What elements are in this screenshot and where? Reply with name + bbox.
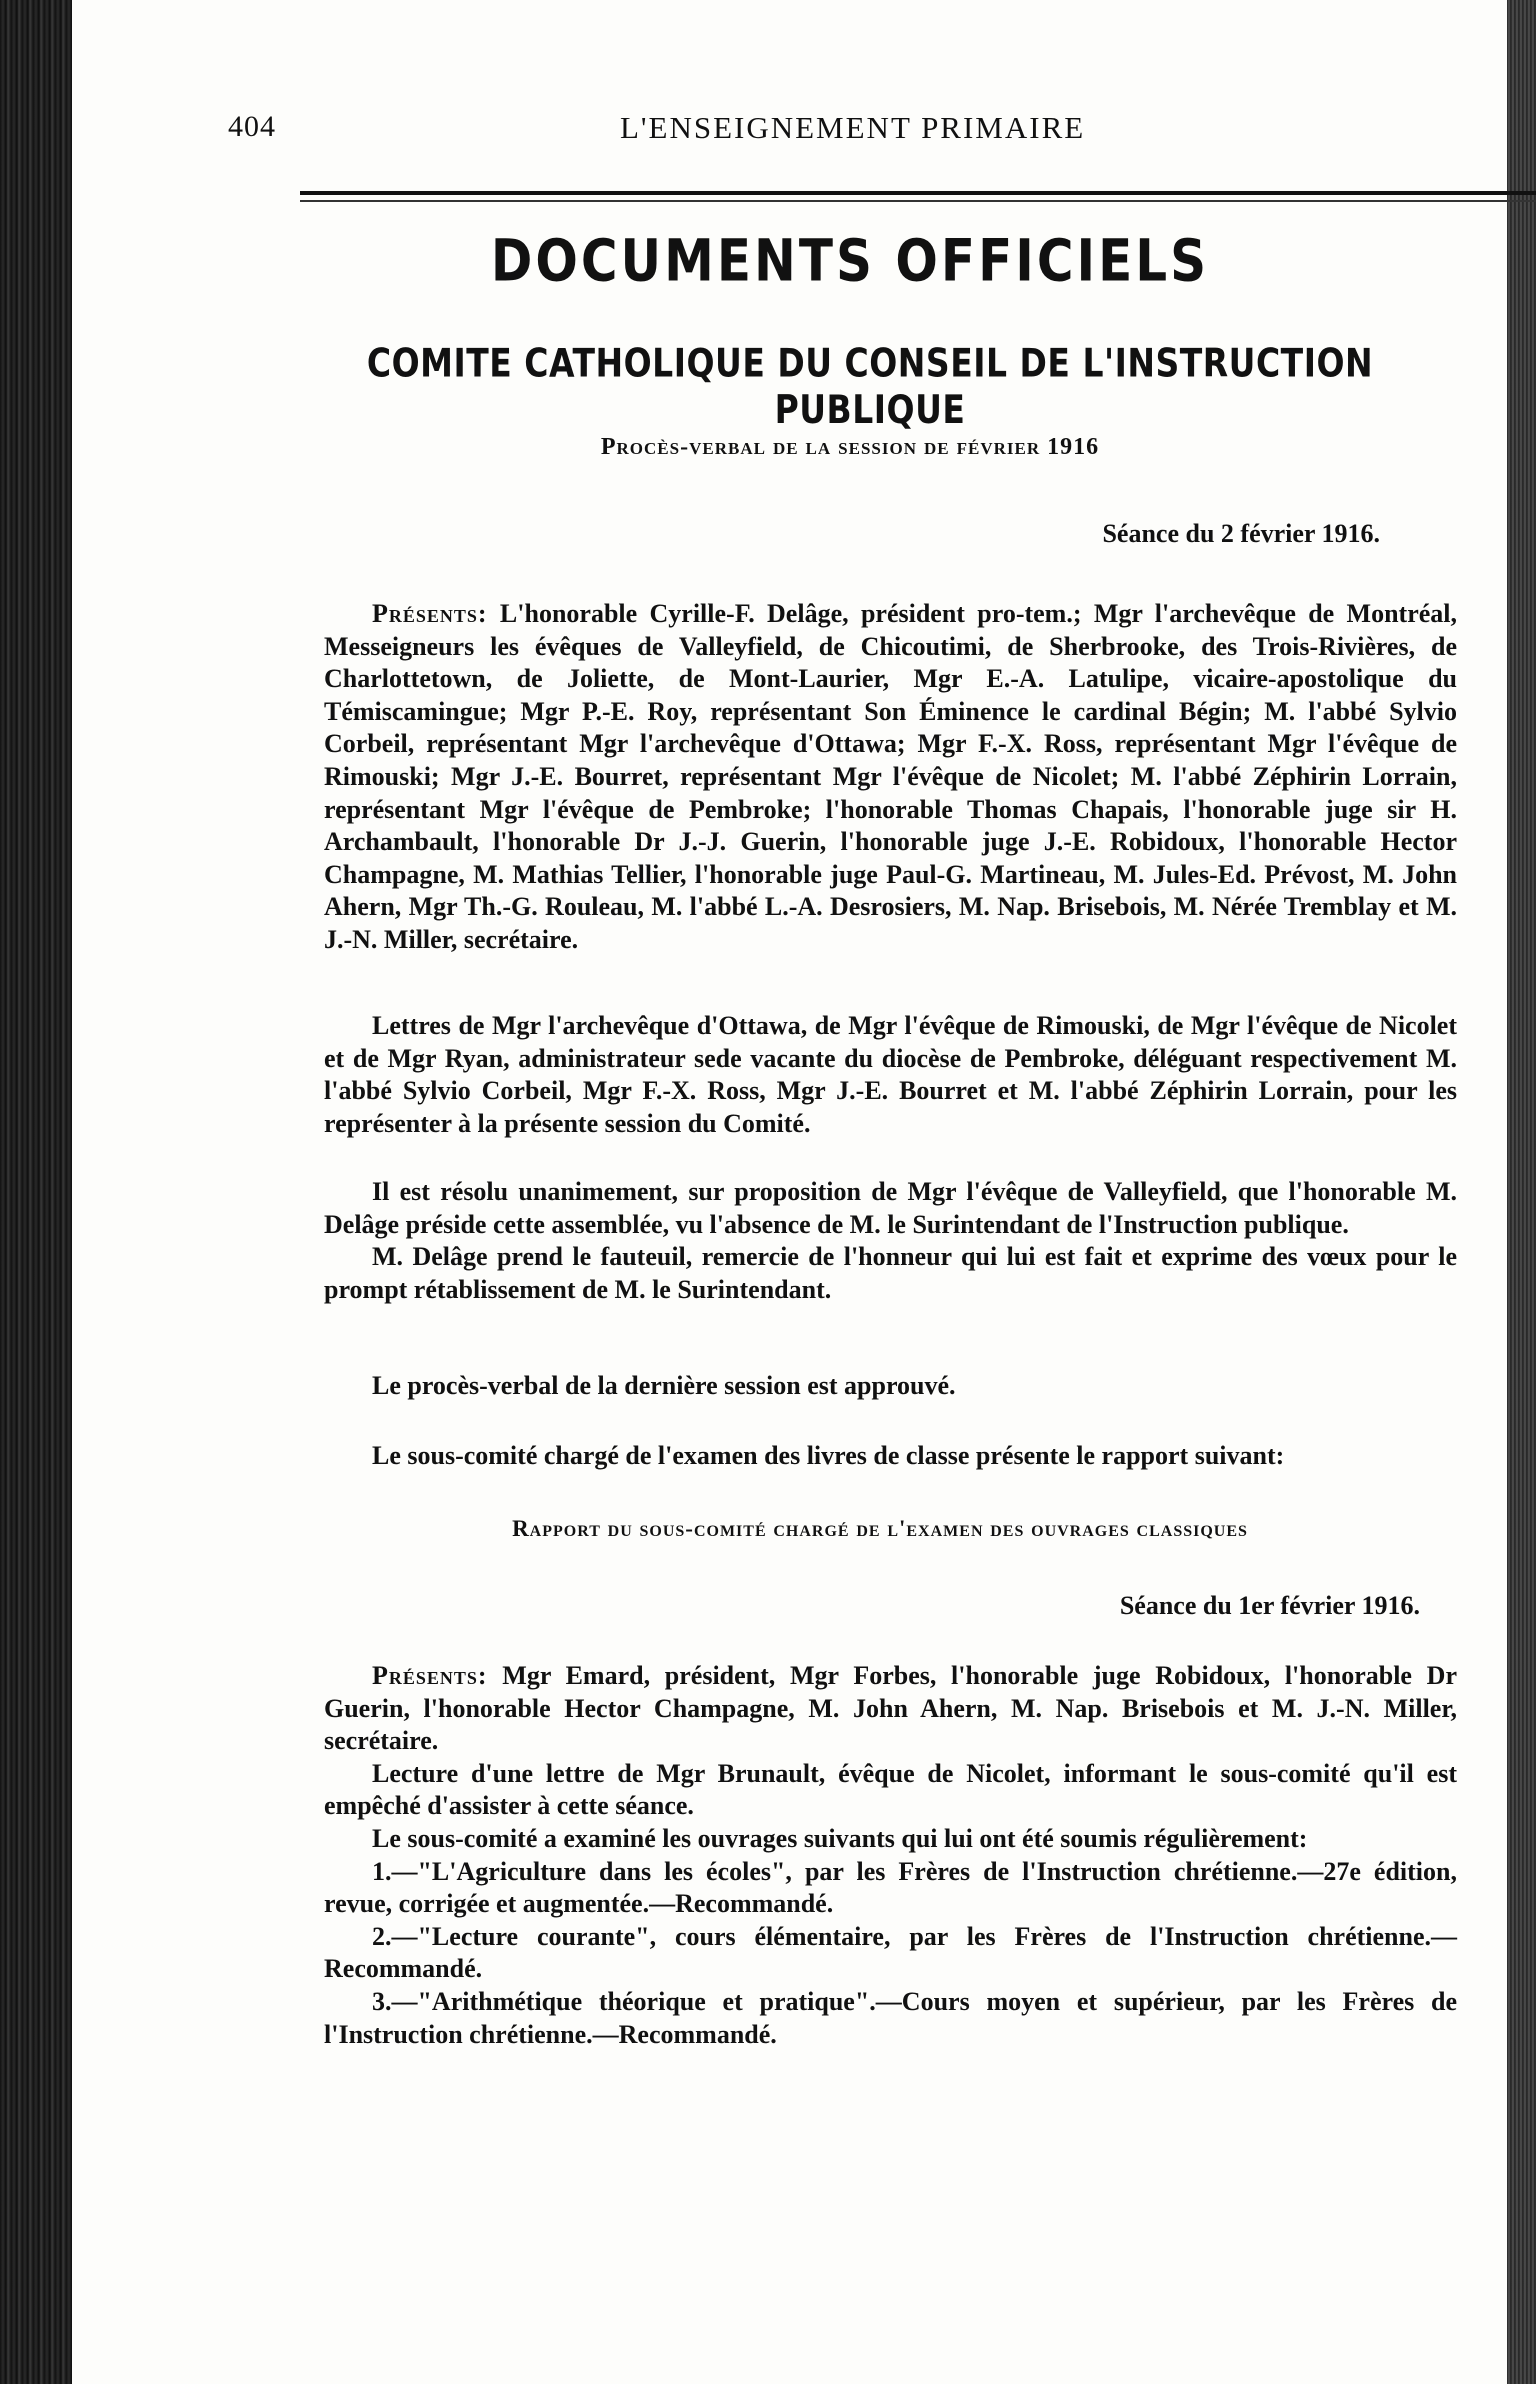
header-rule-thin <box>300 200 1536 202</box>
report-item-2: 2.—"Lecture courante", cours élémentaire, par les Frères de l'Instruction chrétienne.—Recommandé. <box>324 1921 1457 1984</box>
resolution-block <box>324 1176 1457 1306</box>
report-presents-list: Mgr Emard, président, Mgr Forbes, l'honorable juge Robidoux, l'honorable Dr Guerin, l'honorable Hector Champagne, M. John Ahern, M. Nap. Brisebois et M. J.-N. Miller, secrétaire. <box>324 1661 1457 1756</box>
resolution-paragraph: Il est résolu unanimement, sur proposition de Mgr l'évêque de Valleyfield, que l'honorable M. Delâge préside cette assemblée, vu l'absence de M. le Surintendant de l'Instruction publique. <box>324 1177 1457 1239</box>
report-body <box>324 1660 1457 2051</box>
page-edge <box>1507 0 1536 2384</box>
document-subtitle: COMITE CATHOLIQUE DU CONSEIL DE L'INSTRUCTION PUBLIQUE <box>366 339 1374 433</box>
report-item-1: 1.—"L'Agriculture dans les écoles", par les Frères de l'Instruction chrétienne.—27e édition, revue, corrigée et augmentée.—Recommandé. <box>324 1856 1457 1919</box>
presents-list: L'honorable Cyrille-F. Delâge, président pro-tem.; Mgr l'archevêque de Montréal, Messeigneurs les évêques de Valleyfield, de Chicoutimi, de Sherbrooke, des Trois-Rivières, de Charlottetown, de Joliette, de Mont-Laurier, Mgr E.-A. Latulipe, vicaire-apostolique du Témiscamingue; Mgr P.-E. Roy, représentant Son Éminence le cardinal Bégin; M. l'abbé Sylvio Corbeil, représentant Mgr l'archevêque d'Ottawa; Mgr F.-X. Ross, représentant Mgr l'évêque de Rimouski; Mgr J.-E. Bourret, représentant Mgr l'évêque de Nicolet; M. l'abbé Zéphirin Lorrain, représentant Mgr l'évêque de Pembroke; l'honorable Thomas Chapais, l'honorable juge sir H. Archambault, l'honorable Dr J.-J. Guerin, l'honorable juge J.-E. Robidoux, l'honorable Hector Champagne, M. Mathias Tellier, l'honorable juge Paul-G. Martineau, M. Jules-Ed. Prévost, M. John Ahern, Mgr Th.-G. Rouleau, M. l'abbé L.-A. Desrosiers, M. Nap. Brisebois, M. Nérée Tremblay et M. J.-N. Miller, secrétaire. <box>324 599 1457 954</box>
document-title: DOCUMENTS OFFICIELS <box>490 227 1210 295</box>
report-date: Séance du 1er février 1916. <box>1119 1591 1420 1620</box>
subcommittee-block <box>324 1440 1457 1473</box>
report-examined: Le sous-comité a examiné les ouvrages suivants qui lui ont été soumis régulièrement: <box>372 1823 1308 1853</box>
chair-paragraph: M. Delâge prend le fauteuil, remercie de l'honneur qui lui est fait et exprime des vœux pour le prompt rétablissement de M. le Surintendant. <box>324 1242 1457 1304</box>
approval-paragraph: Le procès-verbal de la dernière session est approuvé. <box>372 1371 956 1400</box>
running-title: L'ENSEIGNEMENT PRIMAIRE <box>620 110 1086 145</box>
letters-paragraph: Lettres de Mgr l'archevêque d'Ottawa, de Mgr l'évêque de Rimouski, de Mgr l'évêque de Nicolet et de Mgr Ryan, administrateur sede vacante du diocèse de Pembroke, déléguant respectivement M. l'abbé Sylvio Corbeil, Mgr F.-X. Ross, Mgr J.-E. Bourret et M. l'abbé Zéphirin Lorrain, pour les représenter à la présente session du Comité. <box>324 1011 1457 1138</box>
report-item-3: 3.—"Arithmétique théorique et pratique".—Cours moyen et supérieur, par les Frères de l'Instruction chrétienne.—Recommandé. <box>324 1986 1457 2049</box>
report-heading: Rapport du sous-comité chargé de l'examen des ouvrages classiques <box>512 1516 1248 1541</box>
approval-block <box>324 1370 1457 1403</box>
letters-block <box>324 1010 1457 1140</box>
presents-label: Présents: <box>372 599 488 628</box>
subcommittee-paragraph: Le sous-comité chargé de l'examen des livres de classe présente le rapport suivant: <box>372 1441 1285 1470</box>
book-spine <box>0 0 72 2384</box>
session-date: Séance du 2 février 1916. <box>1102 519 1380 548</box>
presents-paragraph <box>324 598 1457 957</box>
report-presents-label: Présents: <box>372 1661 488 1690</box>
page-number: 404 <box>228 110 276 143</box>
minutes-heading: Procès-verbal de la session de février 1916 <box>600 434 1100 460</box>
report-letter: Lecture d'une lettre de Mgr Brunault, évêque de Nicolet, informant le sous-comité qu'il est empêché d'assister à cette séance. <box>324 1758 1457 1821</box>
header-rule <box>300 191 1536 195</box>
